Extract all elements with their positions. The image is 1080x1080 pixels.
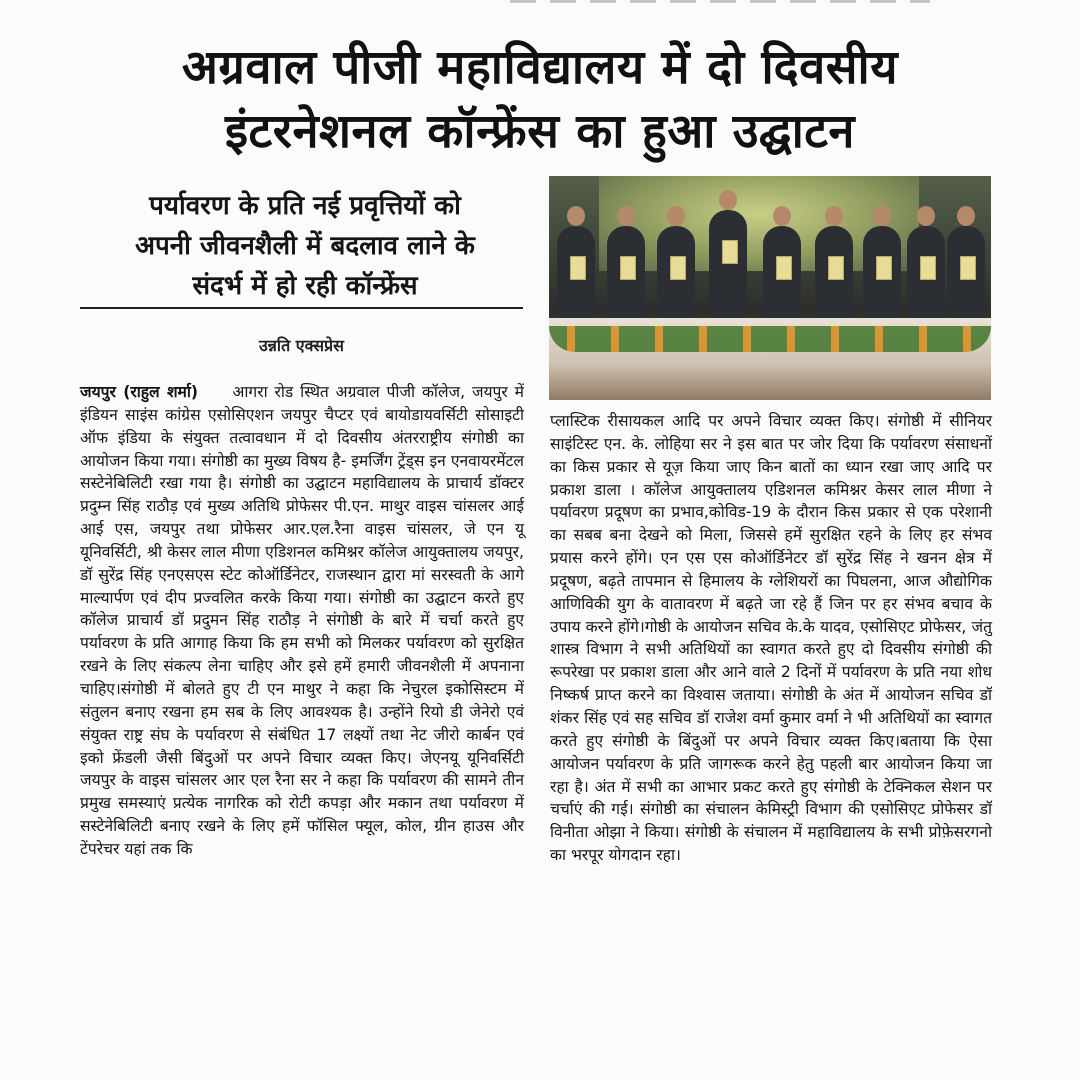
- byline: उन्नति एक्सप्रेस: [259, 336, 344, 355]
- spacer: [205, 383, 226, 401]
- subheadline: [70, 186, 540, 306]
- article-body-column-2: प्लास्टिक रीसायकल आदि पर अपने विचार व्यक्त किए। संगोष्ठी में सीनियर साइंटिस्ट एन. के. लोहिया सर ने इस बात पर जोर दिया कि पर्यावरण संसाधनों का किस प्रकार से यूज़ किया जाए किन बातों का ध्यान रखा जाए आदि पर प्रकाश डाला । कॉलेज आयुक्तालय एडिशनल कमिश्नर केसर लाल मीणा ने पर्यावरण प्रदूषण का प्रभाव,कोविड-19 के दौरान किस प्रकार से एक परेशानी का सबब बना देखने को मिला, जिससे हमें सुरक्षित रहने के लिए हर संभव प्रयास करने होंगे। एन एस एस कोऑर्डिनेटर डॉ सुरेंद्र सिंह ने खनन क्षेत्र में प्रदूषण, बढ़ते तापमान से हिमालय के ग्लेशियरों का पिघलना, आज औद्योगिक आणिविकी युग के वातावरण में बढ़ते जा रहे हैं जिन पर हर संभव बचाव के उपाय करने होंगे।गोष्ठी के आयोजन सचिव के.के यादव, एसोसिएट प्रोफेसर, जंतु शास्त्र विभाग ने सभी अतिथियों का स्वागत करते हुए दो दिवसीय संगोष्ठी की रूपरेखा पर प्रकाश डाला और आने वाले 2 दिनों में पर्यावरण के प्रति नया शोध निष्कर्ष प्राप्त करने का विश्वास जताया। संगोष्ठी के अंत में आयोजन सचिव डॉ शंकर सिंह एवं सह सचिव डॉ राजेश वर्मा कुमार वर्मा ने भी अतिथियों का स्वागत करते हुए संगोष्ठी के बिंदुओं पर अपने विचार व्यक्त किए।बताया कि ऐसा आयोजन पर्यावरण के प्रति जागरूक करने हेतु पहली बार आयोजन किया जा रहा है। अंत में सभी का आभार प्रकट करते हुए संगोष्ठी के टेक्निकल सेशन पर चर्चाएं की गई। संगोष्ठी का संचालन केमिस्ट्री विभाग की एसोसिएट प्रोफेसर डॉ विनीता ओझा ने किया। संगोष्ठी के संचालन में महाविद्यालय के सभी प्रोफ़ेसरगनो का भरपूर योगदान रहा।: [550, 412, 992, 865]
- article-column-2: [550, 410, 992, 867]
- flower-garland: [549, 326, 991, 352]
- top-edge-residue: [510, 0, 930, 3]
- headline: [40, 36, 1040, 164]
- dignitary-figure: [863, 226, 901, 318]
- dignitary-figure: [907, 226, 945, 318]
- dignitary-figure: [763, 226, 801, 318]
- dateline: जयपुर (राहुल शर्मा): [80, 383, 199, 401]
- headline-line-2: इंटरनेशनल कॉन्फ्रेंस का हुआ उद्घाटन: [224, 104, 856, 159]
- dignitary-figure: [815, 226, 853, 318]
- event-photo: [549, 176, 991, 400]
- dignitary-figure: [607, 226, 645, 318]
- dignitary-figure: [947, 226, 985, 318]
- headline-line-1: अग्रवाल पीजी महाविद्यालय में दो दिवसीय: [182, 40, 898, 95]
- dignitary-figure: [709, 210, 747, 318]
- section-divider: [80, 307, 523, 309]
- dignitary-figure: [657, 226, 695, 318]
- subheadline-line-3: संदर्भ में हो रही कॉन्फ्रेंस: [192, 271, 418, 301]
- subheadline-line-1: पर्यावरण के प्रति नई प्रवृत्तियों को: [149, 191, 461, 221]
- dignitary-figure: [557, 226, 595, 318]
- subheadline-line-2: अपनी जीवनशैली में बदलाव लाने के: [135, 231, 475, 261]
- article-body-column-1: आगरा रोड स्थित अग्रवाल पीजी कॉलेज, जयपुर में इंडियन साइंस कांग्रेस एसोसिएशन जयपुर चैप्टर एवं बायोडायवर्सिटी सोसाइटी ऑफ इंडिया के संयुक्त तत्वावधान में दो दिवसीय अंतरराष्ट्रीय संगोष्ठी का आयोजन किया गया। संगोष्ठी का मुख्य विषय है- इमर्जिंग ट्रेंड्स इन एनवायरमेंटल सस्टेनेबिलिटी रखा गया है। संगोष्ठी का उद्घाटन महाविद्यालय के प्राचार्य डॉक्टर प्रदुम्न सिंह राठौड़ एवं मुख्य अतिथि प्रोफेसर पी.एन. माथुर वाइस चांसलर आई आई एस, जयपुर तथा प्रोफेसर आर.एल.रैना वाइस चांसलर, जे एन यू यूनिवर्सिटी, श्री केसर लाल मीणा एडिशनल कमिश्नर कॉलेज आयुक्तालय जयपुर, डॉ सुरेंद्र सिंह एनएसएस स्टेट कोऑर्डिनेटर, राजस्थान द्वारा मां सरस्वती के आगे माल्यार्पण एवं दीप प्रज्वलित करके किया गया। संगोष्ठी का उद्घाटन करते हुए कॉलेज प्राचार्य डॉ प्रदुमन सिंह राठौड़ ने संगोष्ठी के बारे में चर्चा करते हुए पर्यावरण के प्रति आगाह किया कि हम सभी को मिलकर पर्यावरण को सुरक्षित रखने के लिए संकल्प लेना चाहिए और इसे हमें हमारी जीवनशैली में अपनाना चाहिए।संगोष्ठी में बोलते हुए टी एन माथुर ने कहा कि नेचुरल इकोसिस्टम में संतुलन बनाए रखना हम सब के लिए आवश्यक है। उन्होंने रियो डी जेनेरो एवं संयुक्त राष्ट्र संघ के पर्यावरण से संबंधित 17 लक्ष्यों तथा नेट जीरो कार्बन एवं इको फ्रेंडली जैसी बिंदुओं पर अपने विचार व्यक्त किए। जेएनयू यूनिवर्सिटी जयपुर के वाइस चांसलर आर एल रैना सर ने कहा कि पर्यावरण की सामने तीन प्रमुख समस्याएं प्रत्येक नागरिक को रोटी कपड़ा और मकान तथा पर्यावरण में सस्टेनेबिलिटी बनाए रखने के लिए हमें फॉसिल फ्यूल, कोल, ग्रीन हाउस और टेंपरेचर यहां तक कि: [80, 383, 524, 858]
- article-column-1: [80, 381, 524, 861]
